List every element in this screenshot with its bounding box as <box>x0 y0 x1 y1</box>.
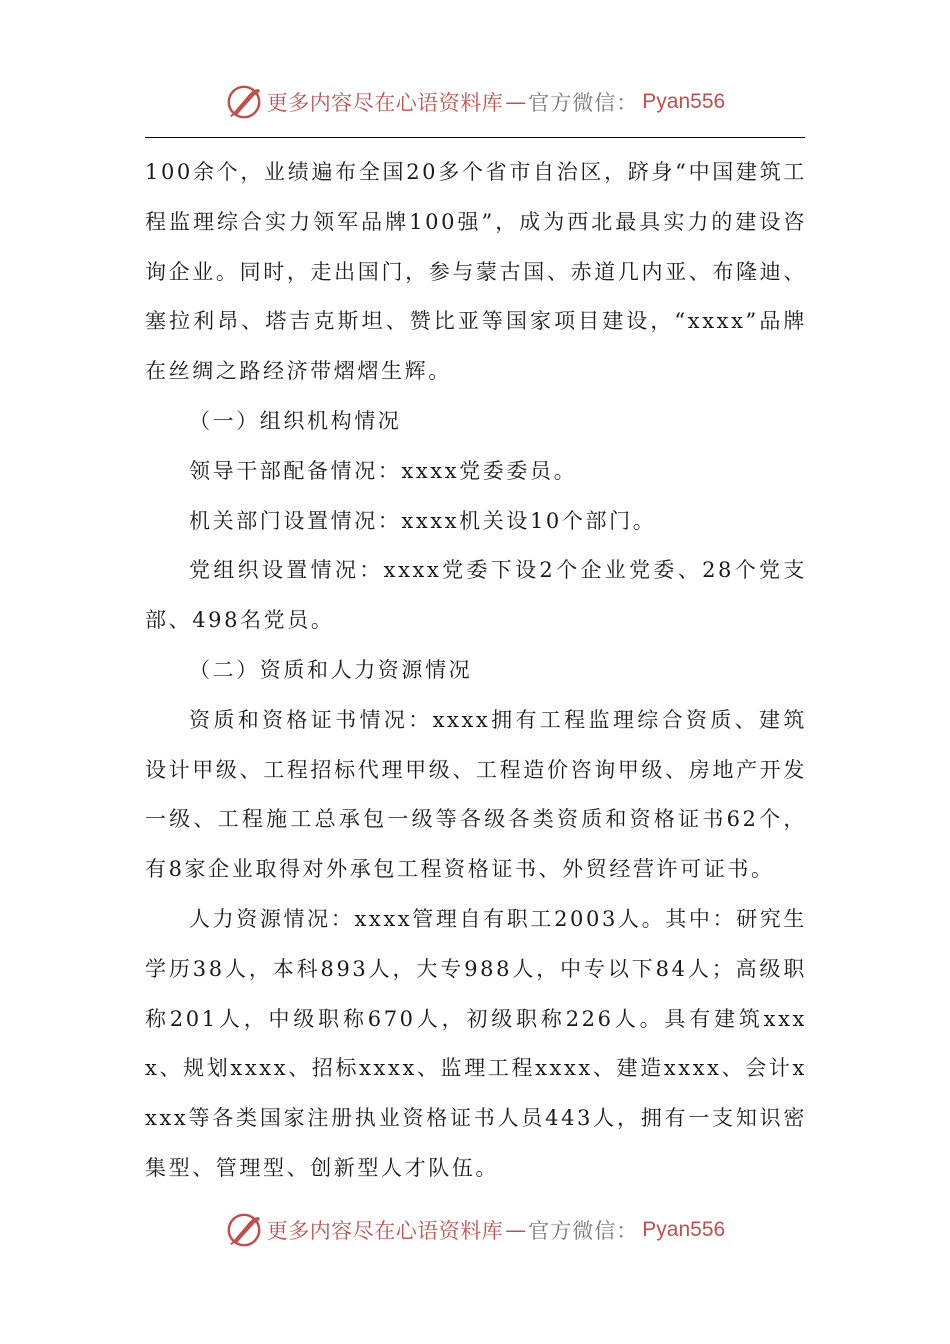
quill-pen-logo-icon <box>225 1211 263 1249</box>
header-wechat-id: Pyan556 <box>642 90 726 113</box>
header-divider <box>145 137 805 138</box>
footer-library-text: 更多内容尽在心语资料库 <box>266 1219 504 1243</box>
paragraph-certificates: 资质和资格证书情况：xxxx拥有工程监理综合资质、建筑设计甲级、工程招标代理甲级、工程造价咨询甲级、房地产开发一级、工程施工总承包一级等各级各类资质和资格证书62个，有8家企业取得对外承包工程资格证书、外贸经营许可证书。 <box>145 707 807 882</box>
footer-wechat-label: 官方微信： <box>528 1219 639 1243</box>
footer-banner <box>0 1208 950 1252</box>
header-library-text: 更多内容尽在心语资料库 <box>266 91 504 115</box>
paragraph-human-resources: 人力资源情况：xxxx管理自有职工2003人。其中：研究生学历38人，本科893人，大专988人，中专以下84人；高级职称201人，中级职称670人，初级职称226人。具有建筑xxxx、规划xxxx、招标xxxx、监理工程xxxx、建造xxxx、会计xxxx等各类国家注册执业资格证书人员443人，拥有一支知识密集型、管理型、创新型人才队伍。 <box>145 906 807 1180</box>
section-heading-qualifications: （二）资质和人力资源情况 <box>189 657 473 682</box>
footer-wechat-id: Pyan556 <box>642 1218 726 1241</box>
footer-dash: — <box>505 1218 527 1242</box>
paragraph-leadership: 领导干部配备情况：xxxx党委委员。 <box>189 458 578 483</box>
header-wechat-label: 官方微信： <box>528 91 639 115</box>
paragraph-party-organization: 党组织设置情况：xxxx党委下设2个企业党委、28个党支部、498名党员。 <box>145 558 807 633</box>
quill-pen-logo-icon <box>225 83 263 121</box>
header-dash: — <box>505 90 527 114</box>
paragraph-company-overview: 100余个，业绩遍布全国20多个省市自治区，跻身“中国建筑工程监理综合实力领军品牌100强”，成为西北最具实力的建设咨询企业。同时，走出国门，参与蒙古国、赤道几内亚、布隆迪、塞拉利昂、塔吉克斯坦、赞比亚等国家项目建设，“xxxx”品牌在丝绸之路经济带熠熠生辉。 <box>145 160 807 384</box>
paragraph-departments: 机关部门设置情况：xxxx机关设10个部门。 <box>189 508 657 533</box>
section-heading-organization: （一）组织机构情况 <box>189 408 402 433</box>
document-body <box>145 148 807 1194</box>
header-banner <box>0 80 950 124</box>
